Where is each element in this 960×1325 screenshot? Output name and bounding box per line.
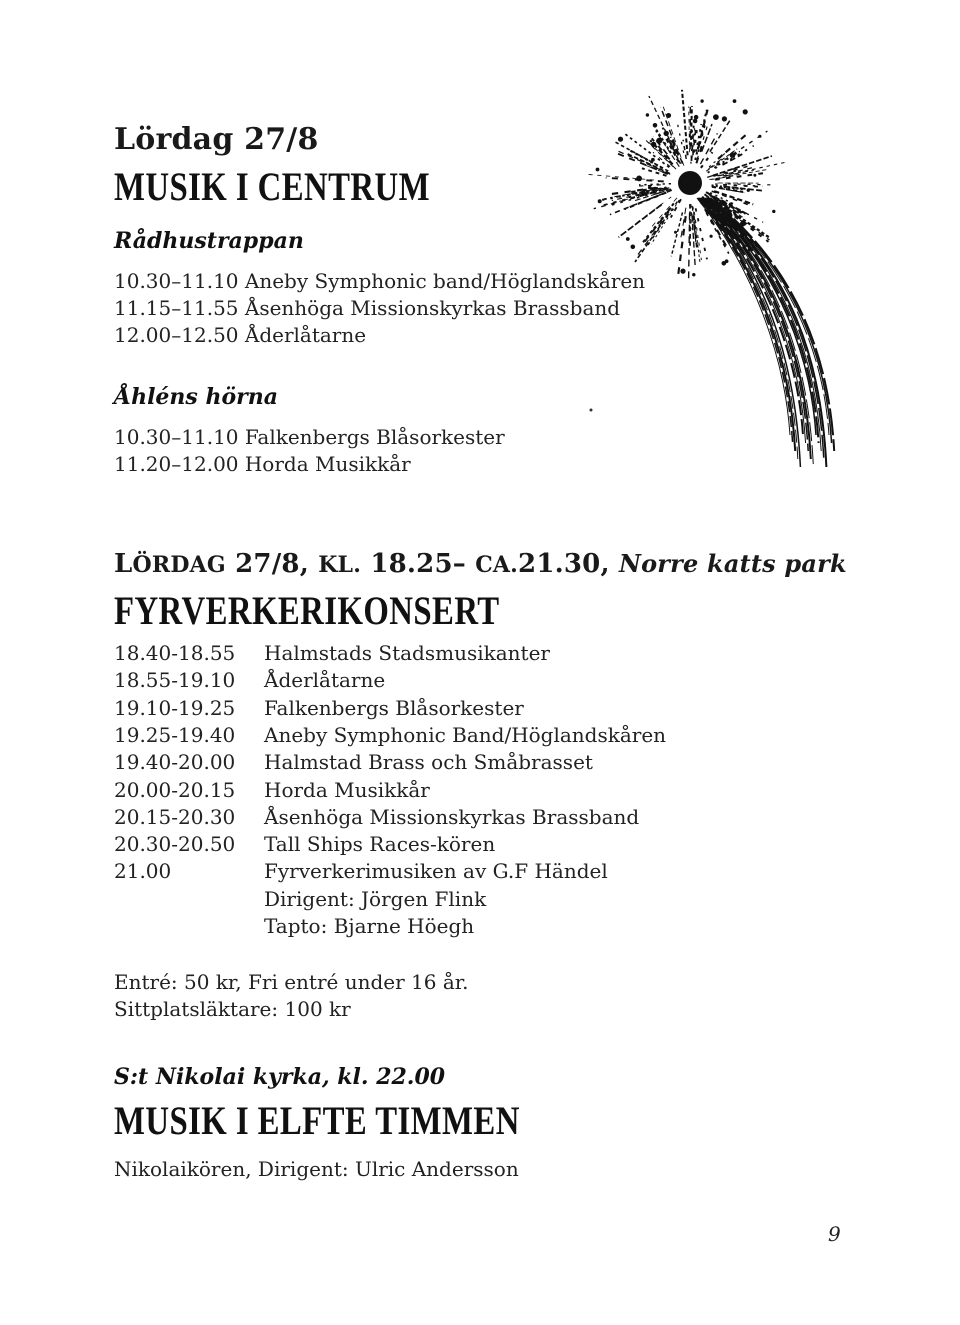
seed-dot <box>657 138 662 143</box>
schedule-line: 11.15–11.55 Åsenhöga Missionskyrkas Brassband <box>114 296 621 320</box>
seed-stroke <box>642 203 674 243</box>
program-act: Dirigent: Jörgen Flink <box>264 886 487 911</box>
seed-dot <box>637 176 642 181</box>
entry-price: Entré: 50 kr, Fri entré under 16 år. <box>114 970 469 994</box>
seed-stroke <box>651 200 679 244</box>
heading-place: Norre katts park <box>618 549 847 578</box>
day-heading-1 <box>114 122 319 157</box>
program-act: Fyrverkerimusiken av G.F Händel <box>264 859 608 884</box>
seed-dot <box>641 192 645 196</box>
seed-dot <box>667 114 671 118</box>
seed-stroke <box>714 151 740 167</box>
seed-dot <box>652 158 655 161</box>
page-number: 9 <box>828 1222 841 1246</box>
dandelion-center <box>678 171 702 195</box>
seed-stroke <box>639 184 671 185</box>
program-act: Aneby Symphonic Band/Höglandskåren <box>264 722 667 747</box>
seed-dot <box>694 115 698 119</box>
seed-stroke <box>637 212 670 257</box>
heading-kl: KL. <box>318 552 362 578</box>
title-musik-i-elfte-timmen: MUSIK I ELFTE TIMMEN <box>114 1098 520 1143</box>
title-fyrverkerikonsert: FYRVERKERIKONSERT <box>114 588 500 633</box>
schedule-line: 11.20–12.00 Horda Musikkår <box>114 452 411 476</box>
venue-st-nikolai: S:t Nikolai kyrka, kl. 22.00 <box>114 1064 446 1090</box>
heading-time-end: 21.30, <box>518 549 619 579</box>
venue-ahlens-horna: Åhléns hörna <box>114 384 278 410</box>
seed-dot <box>626 238 629 241</box>
seed-dot <box>747 189 749 191</box>
seed-dot <box>653 124 657 128</box>
schedule-line: 10.30–11.10 Aneby Symphonic band/Höglandskåren <box>114 269 646 293</box>
program-act: Tall Ships Races-kören <box>264 832 496 857</box>
dot-speck <box>590 409 593 412</box>
heading-date: 27/8, <box>225 549 319 579</box>
program-act: Horda Musikkår <box>264 777 430 802</box>
stem-stroke <box>699 198 797 459</box>
seed-dot <box>631 245 635 249</box>
heading-time-start: 18.25– <box>361 549 476 579</box>
seed-dot <box>651 142 655 146</box>
seed-dot <box>681 269 685 273</box>
seed-stroke <box>710 120 731 152</box>
seed-dot <box>759 135 761 137</box>
day-heading-1-text: Lördag 27/8 <box>114 122 319 157</box>
seat-price: Sittplatsläktare: 100 kr <box>114 997 351 1021</box>
dandelion-seedhead-icon <box>585 80 865 480</box>
seed-dot <box>646 114 648 116</box>
program-time: 21.00 <box>114 859 172 884</box>
seed-dot <box>598 200 601 203</box>
performer-line: Nikolaikören, Dirigent: Ulric Andersson <box>114 1157 519 1181</box>
seed-dot <box>730 203 733 206</box>
seed-dot <box>733 100 736 103</box>
seed-dot <box>618 137 622 141</box>
seed-dot <box>710 235 712 237</box>
seed-dot <box>722 262 726 266</box>
seed-dot <box>730 153 735 158</box>
program-time: 18.55-19.10 <box>114 668 236 693</box>
program-time: 20.15-20.30 <box>114 804 236 829</box>
program-act: Åderlåtarne <box>264 668 386 693</box>
seed-stroke <box>689 107 690 153</box>
seed-stroke <box>691 106 692 147</box>
seed-stroke <box>715 173 769 180</box>
program-act: Halmstad Brass och Småbrasset <box>264 750 593 775</box>
seed-stroke <box>671 212 682 256</box>
seed-dot <box>648 186 651 189</box>
seed-stroke <box>661 107 683 164</box>
seed-dot <box>743 110 747 114</box>
seed-dot <box>693 119 697 123</box>
program-time: 20.00-20.15 <box>114 777 236 802</box>
seed-stroke <box>682 90 688 156</box>
heading-initial: L <box>114 549 133 579</box>
day-heading-2 <box>114 549 847 579</box>
seed-dot <box>675 231 677 233</box>
program-act: Åsenhöga Missionskyrkas Brassband <box>264 804 640 829</box>
seed-dot <box>754 174 756 176</box>
schedule-line: 12.00–12.50 Åderlåtarne <box>114 323 367 347</box>
seed-dot <box>693 274 695 276</box>
heading-ca: CA. <box>475 552 519 578</box>
seed-dot <box>596 168 599 171</box>
program-time: 20.30-20.50 <box>114 832 236 857</box>
program-time: 19.10-19.25 <box>114 695 236 720</box>
seed-dot <box>773 210 775 212</box>
program-time: 18.40-18.55 <box>114 641 236 665</box>
seed-dot <box>722 117 726 121</box>
program-time: 19.40-20.00 <box>114 750 236 775</box>
program-act: Tapto: Bjarne Höegh <box>264 914 475 938</box>
seed-stroke <box>588 174 654 180</box>
program-time: 19.25-19.40 <box>114 722 236 747</box>
program-act: Falkenbergs Blåsorkester <box>264 695 524 720</box>
seed-dot <box>701 100 703 102</box>
seed-stroke <box>708 146 754 173</box>
title-musik-i-centrum: MUSIK I CENTRUM <box>114 164 430 209</box>
heading-day-rest: ÖRDAG <box>132 552 226 578</box>
schedule-line: 10.30–11.10 Falkenbergs Blåsorkester <box>114 425 505 449</box>
program-act: Halmstads Stadsmusikanter <box>264 641 550 665</box>
seed-dot <box>714 115 719 120</box>
seed-dot <box>664 131 668 135</box>
seed-stroke <box>696 208 707 259</box>
venue-radhustrappan: Rådhustrappan <box>114 228 304 254</box>
